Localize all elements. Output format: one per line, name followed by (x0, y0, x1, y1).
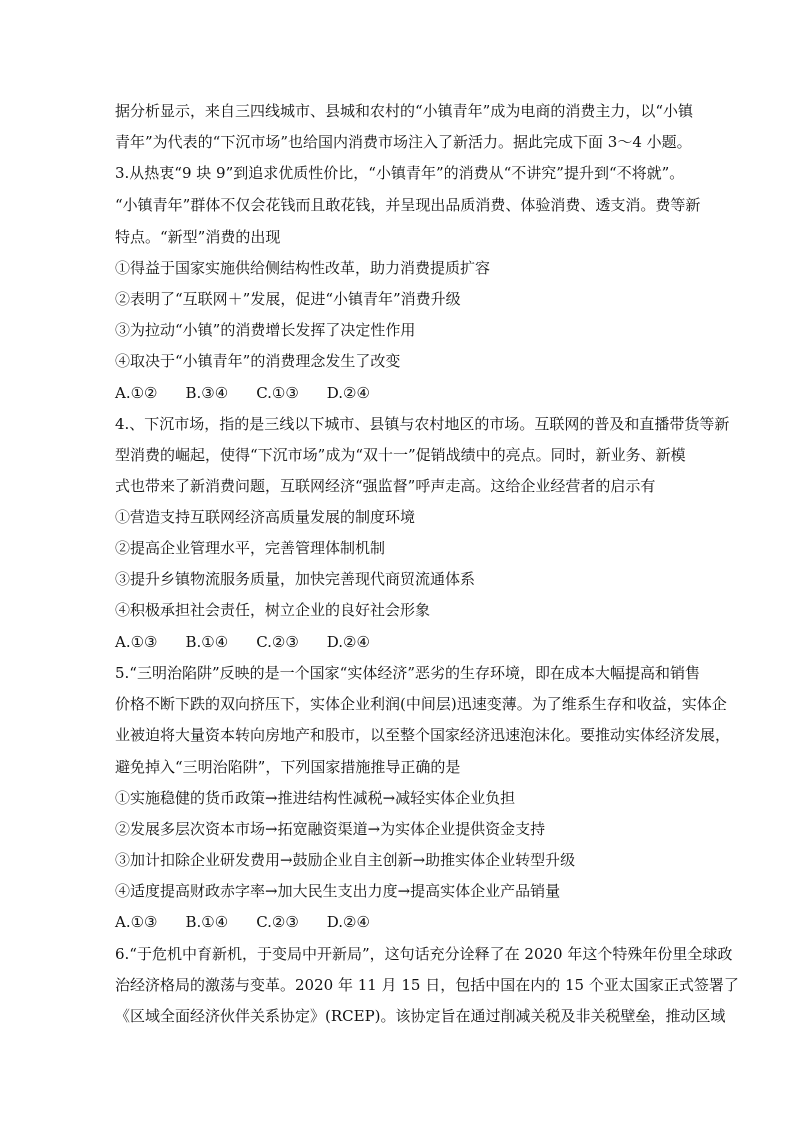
q5-stem-line: 业被迫将大量资本转向房地产和股市，以至整个国家经济迅速泡沫化。要推动实体经济发展， (115, 726, 731, 744)
q5-stem-line: 价格不断下跌的双向挤压下，实体企业利润(中间层)迅速变薄。为了维系生存和收益，实体企 (115, 695, 727, 713)
choice-d: D.②④ (326, 913, 370, 931)
q3-stem-line: 3.从热衷“9 块 9”到追求优质性价比，“小镇青年”的消费从“不讲究”提升到“不将就”。 (115, 164, 685, 182)
q4-option: ②提高企业管理水平，完善管理体制机制 (115, 539, 386, 557)
choice-c: C.②③ (256, 633, 299, 651)
q3-option: ②表明了“互联网＋”发展，促进“小镇青年”消费升级 (115, 290, 461, 308)
choice-b: B.①④ (185, 913, 229, 931)
intro-line: 据分析显示，来自三四线城市、县城和农村的“小镇青年”成为电商的消费主力，以“小镇 (115, 102, 694, 120)
q3-option: ①得益于国家实施供给侧结构性改革，助力消费提质扩容 (115, 259, 491, 277)
q6-stem-line: 治经济格局的激荡与变革。2020 年 11 月 15 日，包括中国在内的 15 个亚太国家正式签署了 (115, 976, 739, 994)
choice-d: D.②④ (326, 384, 370, 402)
q4-answer-choices (115, 632, 398, 652)
q4-option: ③提升乡镇物流服务质量，加快完善现代商贸流通体系 (115, 570, 476, 588)
choice-c: C.②③ (256, 913, 299, 931)
choice-a: A.①② (115, 384, 158, 402)
q3-stem-line: “小镇青年”群体不仅会花钱而且敢花钱，并呈现出品质消费、体验消费、透支消。费等新 (115, 196, 701, 214)
q4-option: ④积极承担社会责任，树立企业的良好社会形象 (115, 601, 431, 619)
q4-stem-line: 式也带来了新消费问题，互联网经济“强监督”呼声走高。这给企业经营者的启示有 (115, 477, 656, 495)
q5-option: ②发展多层次资本市场→拓宽融资渠道→为实体企业提供资金支持 (115, 820, 546, 838)
q5-answer-choices (115, 912, 398, 932)
choice-d: D.②④ (326, 633, 370, 651)
q4-option: ①营造支持互联网经济高质量发展的制度环境 (115, 508, 416, 526)
intro-line: 青年”为代表的“下沉市场”也给国内消费市场注入了新活力。据此完成下面 3～4 小题。 (115, 133, 692, 151)
q3-stem-line: 特点。“新型”消费的出现 (115, 228, 281, 246)
choice-a: A.①③ (115, 633, 158, 651)
q3-option: ③为拉动“小镇”的消费增长发挥了决定性作用 (115, 321, 416, 339)
q3-answer-choices (115, 383, 398, 403)
q5-option: ④适度提高财政赤字率→加大民生支出力度→提高实体企业产品销量 (115, 882, 561, 900)
q4-stem-line: 型消费的崛起，使得“下沉市场”成为“双十一”促销战绩中的亮点。同时，新业务、新模 (115, 446, 686, 464)
q3-option: ④取决于“小镇青年”的消费理念发生了改变 (115, 352, 401, 370)
q5-stem-line: 避免掉入“三明治陷阱”，下列国家措施推导正确的是 (115, 758, 461, 776)
choice-a: A.①③ (115, 913, 158, 931)
q5-option: ①实施稳健的货币政策→推进结构性减税→减轻实体企业负担 (115, 789, 516, 807)
choice-b: B.①④ (185, 633, 229, 651)
choice-c: C.①③ (256, 384, 299, 402)
choice-b: B.③④ (185, 384, 229, 402)
q5-option: ③加计扣除企业研发费用→鼓励企业自主创新→助推实体企业转型升级 (115, 851, 576, 869)
q5-stem-line: 5.“三明治陷阱”反映的是一个国家“实体经济”恶劣的生存环境，即在成本大幅提高和销售 (115, 664, 700, 682)
q6-stem-line: 《区域全面经济伙伴关系协定》(RCEP)。该协定旨在通过削减关税及非关税壁垒，推动区域 (115, 1007, 726, 1025)
q4-stem-line: 4.、下沉市场，指的是三线以下城市、县镇与农村地区的市场。互联网的普及和直播带货等新 (115, 415, 730, 433)
q6-stem-line: 6.“于危机中育新机，于变局中开新局”，这句话充分诠释了在 2020 年这个特殊年份里全球政 (115, 945, 733, 963)
